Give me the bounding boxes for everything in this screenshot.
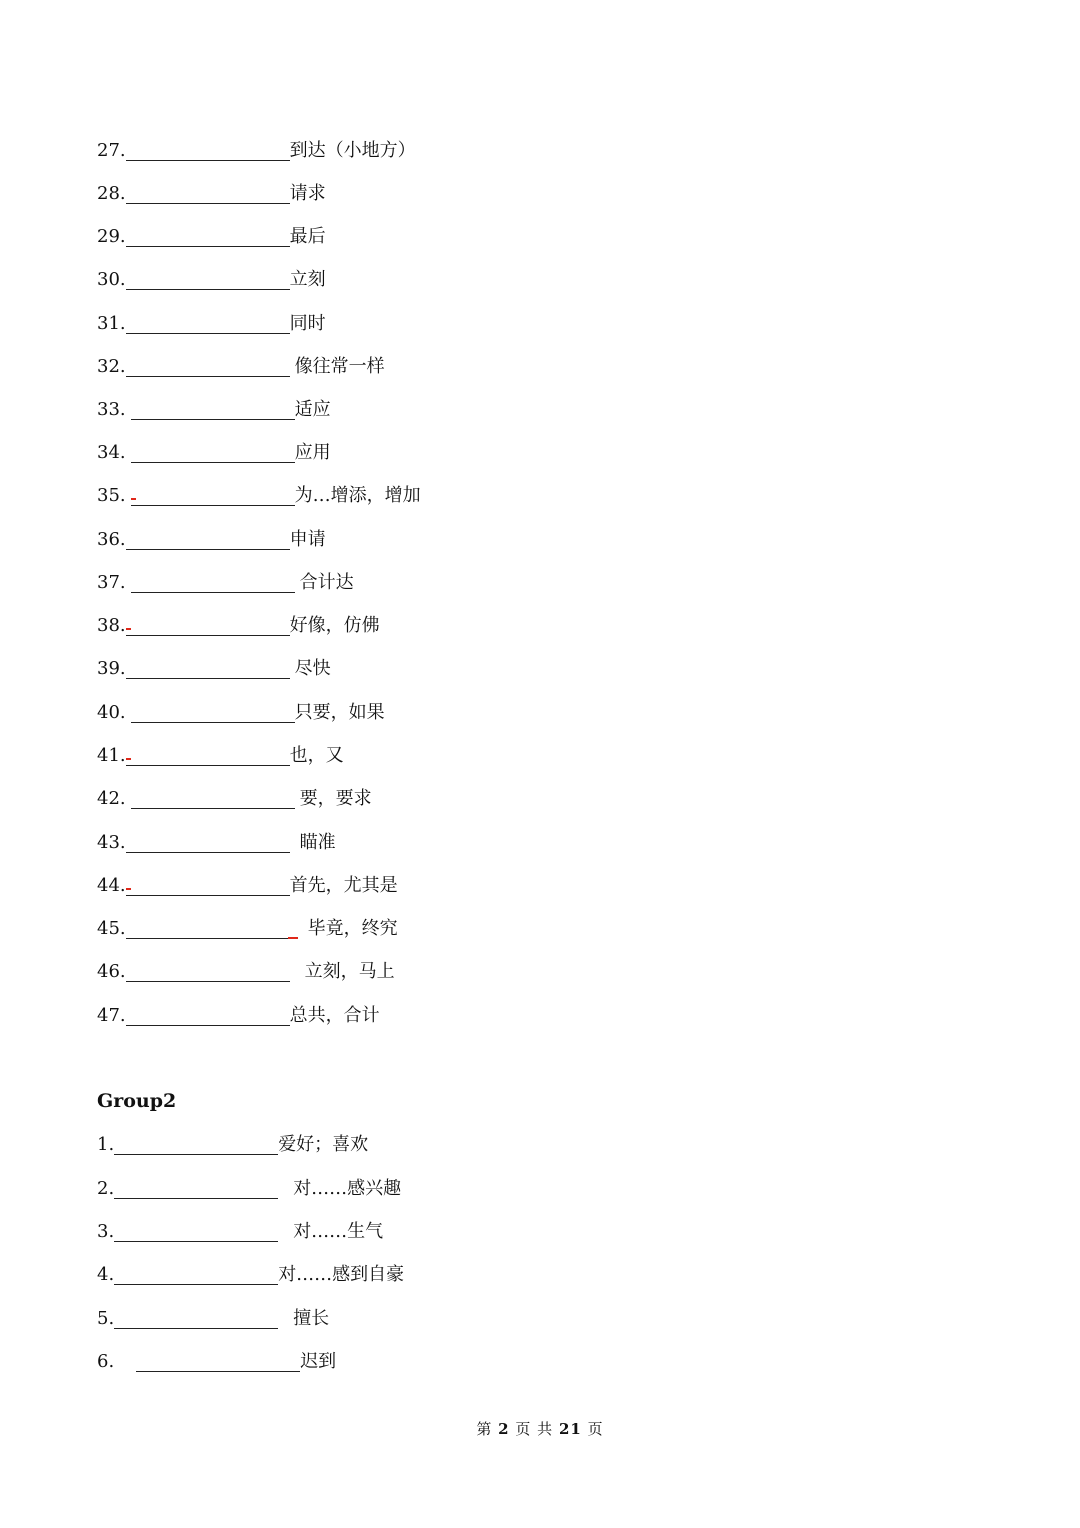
answer-blank[interactable] (126, 224, 290, 247)
item-number: 30. (97, 269, 126, 290)
list-item (97, 439, 331, 467)
item-number: 3. (97, 1221, 115, 1242)
item-number: 32. (97, 356, 126, 377)
answer-blank[interactable] (131, 786, 295, 809)
item-number: 1. (97, 1134, 115, 1155)
answer-blank[interactable] (131, 700, 295, 723)
list-item (97, 569, 354, 597)
list-item (97, 915, 398, 943)
item-number: 46. (97, 961, 126, 982)
footer-suffix: 页 (587, 1420, 604, 1438)
item-number: 42. (97, 788, 126, 809)
item-meaning: 擅长 (293, 1308, 330, 1329)
answer-blank[interactable] (126, 743, 290, 766)
answer-blank[interactable] (126, 959, 290, 982)
answer-blank[interactable] (131, 483, 295, 506)
list-item (97, 310, 326, 338)
item-meaning: 最后 (289, 226, 326, 247)
item-meaning: 合计达 (299, 572, 354, 593)
list-item (97, 872, 398, 900)
answer-blank[interactable] (126, 613, 290, 636)
item-number: 28. (97, 183, 126, 204)
list-item (97, 1348, 336, 1376)
list-item (97, 526, 326, 554)
list-item (97, 266, 326, 294)
item-meaning: 总共，合计 (289, 1005, 380, 1026)
current-page-number: 2 (498, 1420, 510, 1438)
item-number: 34. (97, 442, 126, 463)
answer-blank[interactable] (126, 873, 290, 896)
item-number: 31. (97, 313, 126, 334)
item-meaning: 对……感兴趣 (293, 1178, 402, 1199)
answer-blank[interactable] (114, 1219, 278, 1242)
answer-blank[interactable] (126, 1003, 290, 1026)
list-item (97, 1131, 368, 1159)
item-meaning: 为…增添，增加 (294, 485, 421, 506)
item-meaning: 像往常一样 (294, 356, 385, 377)
item-number: 44. (97, 875, 126, 896)
answer-blank[interactable] (131, 440, 295, 463)
footer-middle: 页 共 (515, 1420, 554, 1438)
answer-blank[interactable] (131, 570, 295, 593)
item-number: 47. (97, 1005, 126, 1026)
answer-blank[interactable] (126, 656, 290, 679)
answer-blank[interactable] (136, 1349, 300, 1372)
list-item (97, 1175, 401, 1203)
list-item (97, 180, 326, 208)
item-number: 45. (97, 918, 126, 939)
item-meaning: 适应 (294, 399, 331, 420)
item-meaning: 立刻，马上 (304, 961, 395, 982)
item-number: 6. (97, 1351, 115, 1372)
answer-blank[interactable] (126, 267, 290, 290)
item-meaning: 也，又 (289, 745, 344, 766)
item-number: 33. (97, 399, 126, 420)
red-underline-mark (288, 915, 298, 939)
list-item (97, 1218, 383, 1246)
answer-blank[interactable] (114, 1176, 278, 1199)
list-item (97, 699, 385, 727)
item-number: 40. (97, 702, 126, 723)
answer-blank[interactable] (131, 397, 295, 420)
item-meaning: 毕竟，终究 (307, 918, 398, 939)
answer-blank[interactable] (126, 311, 290, 334)
item-meaning: 迟到 (300, 1351, 337, 1372)
list-item (97, 655, 331, 683)
item-meaning: 好像，仿佛 (289, 615, 380, 636)
answer-blank[interactable] (126, 181, 290, 204)
answer-blank[interactable] (126, 830, 290, 853)
item-number: 41. (97, 745, 126, 766)
item-number: 4. (97, 1264, 115, 1285)
item-meaning: 首先，尤其是 (289, 875, 398, 896)
item-meaning: 到达（小地方） (289, 140, 416, 161)
item-number: 37. (97, 572, 126, 593)
item-meaning: 对……生气 (293, 1221, 384, 1242)
item-number: 38. (97, 615, 126, 636)
list-item (97, 1305, 329, 1333)
answer-blank[interactable] (126, 527, 290, 550)
list-item (97, 353, 385, 381)
item-meaning: 尽快 (294, 658, 331, 679)
item-number: 5. (97, 1308, 115, 1329)
total-pages: 21 (558, 1420, 582, 1438)
footer-prefix: 第 (476, 1420, 493, 1438)
section-heading: Group2 (97, 1090, 177, 1112)
item-meaning: 请求 (289, 183, 326, 204)
item-number: 29. (97, 226, 126, 247)
answer-blank[interactable] (126, 354, 290, 377)
list-item (97, 137, 416, 165)
item-number: 43. (97, 832, 126, 853)
list-item (97, 482, 421, 510)
answer-blank[interactable] (114, 1262, 278, 1285)
item-number: 27. (97, 140, 126, 161)
list-item (97, 829, 336, 857)
list-item (97, 1002, 380, 1030)
item-meaning: 对……感到自豪 (278, 1264, 405, 1285)
answer-blank[interactable] (114, 1306, 278, 1329)
item-meaning: 只要，如果 (294, 702, 385, 723)
item-meaning: 申请 (289, 529, 326, 550)
item-meaning: 爱好；喜欢 (278, 1134, 369, 1155)
page-footer (0, 1418, 1080, 1439)
item-number: 35. (97, 485, 126, 506)
answer-blank[interactable] (126, 138, 290, 161)
item-meaning: 瞄准 (299, 832, 336, 853)
item-meaning: 要，要求 (299, 788, 372, 809)
list-item (97, 742, 344, 770)
item-number: 36. (97, 529, 126, 550)
answer-blank[interactable] (126, 916, 290, 939)
list-item (97, 396, 331, 424)
item-number: 2. (97, 1178, 115, 1199)
list-item (97, 612, 380, 640)
list-item (97, 223, 326, 251)
item-meaning: 同时 (289, 313, 326, 334)
item-meaning: 立刻 (289, 269, 326, 290)
list-item (97, 1261, 404, 1289)
answer-blank[interactable] (114, 1132, 278, 1155)
item-meaning: 应用 (294, 442, 331, 463)
item-number: 39. (97, 658, 126, 679)
list-item (97, 785, 372, 813)
list-item (97, 958, 395, 986)
